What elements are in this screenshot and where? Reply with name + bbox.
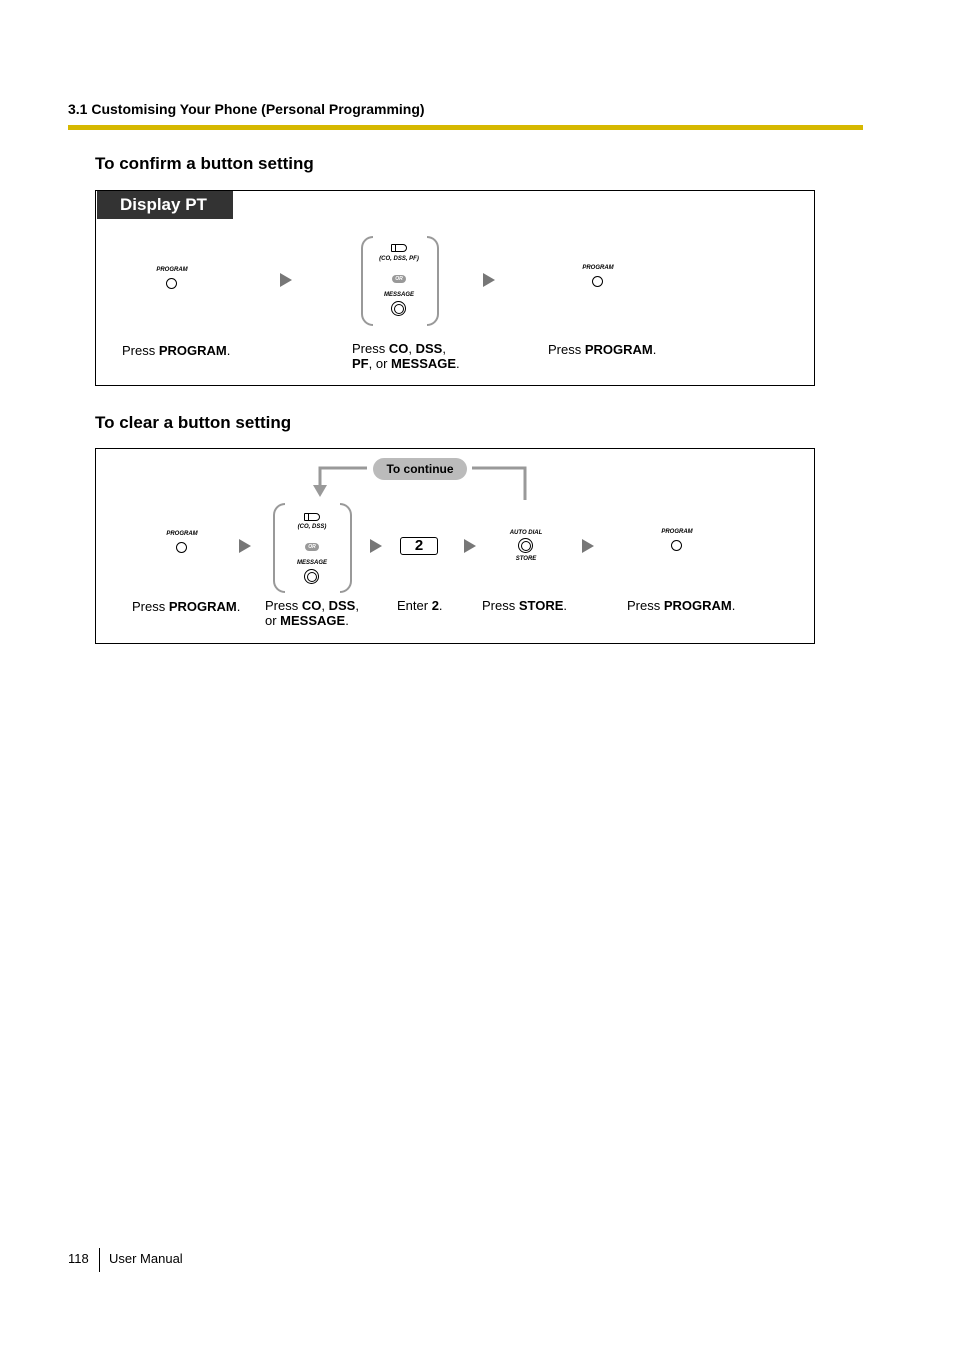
bracket-right-icon [427, 236, 439, 326]
arrow-icon [239, 539, 251, 553]
section-header: 3.1 Customising Your Phone (Personal Programming) [68, 101, 425, 117]
step-caption: Enter 2. [397, 598, 443, 613]
program-label: PROGRAM [661, 529, 693, 535]
confirm-title: To confirm a button setting [95, 154, 314, 173]
arrow-icon [370, 539, 382, 553]
display-pt-tab: Display PT [97, 191, 233, 219]
step-caption: Press STORE. [482, 598, 568, 613]
step-caption: Press PROGRAM. [132, 599, 241, 614]
store-label: STORE [515, 556, 537, 562]
program-button-icon [166, 278, 177, 289]
message-button-icon [304, 569, 319, 584]
header-rule [68, 125, 863, 130]
step-caption: Press PROGRAM. [627, 598, 736, 613]
clear-title: To clear a button setting [95, 413, 292, 432]
program-button-icon [592, 276, 603, 287]
auto-dial-label: AUTO DIAL [509, 530, 543, 536]
co-dss-pf-button-icon [391, 244, 407, 252]
document-name: User Manual [109, 1251, 183, 1266]
message-button-icon [391, 301, 406, 316]
message-label: MESSAGE [296, 560, 327, 566]
co-dss-pf-label: (CO, DSS, PF) [379, 256, 419, 262]
co-dss-label: (CO, DSS) [297, 524, 327, 530]
bracket-left-icon [273, 503, 285, 593]
arrow-icon [464, 539, 476, 553]
store-button-icon [518, 538, 533, 553]
message-label: MESSAGE [383, 292, 414, 298]
step-caption: Press CO, DSS, or MESSAGE. [265, 598, 359, 628]
dial-key-2-icon: 2 [400, 537, 438, 555]
page-number: 118 [68, 1251, 89, 1266]
co-dss-button-icon [304, 513, 320, 521]
arrow-icon [483, 273, 495, 287]
arrow-icon [582, 539, 594, 553]
step-caption: Press CO, DSS, PF, or MESSAGE. [352, 341, 460, 371]
program-button-icon [176, 542, 187, 553]
step-caption: Press PROGRAM. [548, 342, 657, 357]
step-caption: Press PROGRAM. [122, 343, 231, 358]
or-badge: OR [392, 275, 406, 283]
program-label: PROGRAM [166, 531, 198, 537]
program-label: PROGRAM [156, 267, 188, 273]
program-label: PROGRAM [582, 265, 614, 271]
to-continue-badge: To continue [373, 458, 467, 480]
footer-divider [99, 1248, 100, 1272]
program-button-icon [671, 540, 682, 551]
bracket-right-icon [340, 503, 352, 593]
or-badge: OR [305, 543, 319, 551]
arrow-icon [280, 273, 292, 287]
bracket-left-icon [361, 236, 373, 326]
